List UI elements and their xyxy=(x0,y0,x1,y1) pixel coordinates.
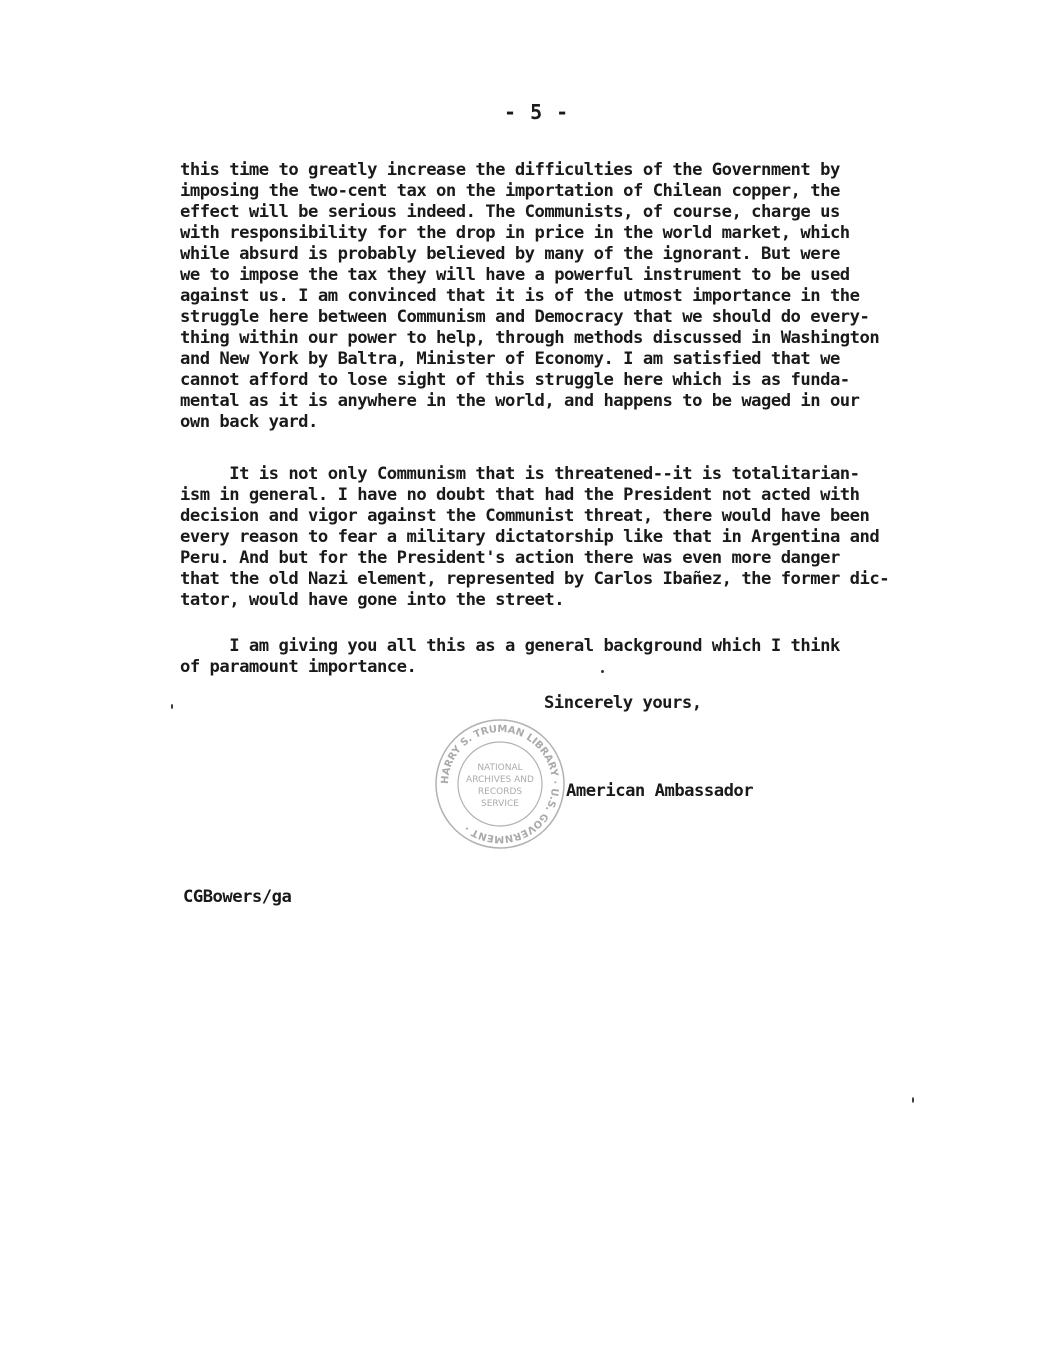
body-line: that the old Nazi element, represented by Carlos Ibañez, the former dic- xyxy=(180,569,890,589)
reference-initials: CGBowers/ga xyxy=(183,887,292,907)
body-line: struggle here between Communism and Democracy that we should do every- xyxy=(180,307,870,327)
signer-title: American Ambassador xyxy=(566,781,754,801)
body-line: imposing the two-cent tax on the importation of Chilean copper, the xyxy=(180,181,840,201)
body-line: this time to greatly increase the difficulties of the Government by xyxy=(180,160,840,180)
page-number: - 5 - xyxy=(504,100,570,124)
body-line: mental as it is anywhere in the world, and happens to be waged in our xyxy=(180,391,860,411)
body-line: It is not only Communism that is threatened--it is totalitarian- xyxy=(180,464,860,484)
body-line: Peru. And but for the President's action there was even more danger xyxy=(180,548,840,568)
body-line: ism in general. I have no doubt that had the President not acted with xyxy=(180,485,860,505)
ink-speck xyxy=(171,704,173,709)
body-line: of paramount importance. xyxy=(180,657,417,677)
stamp-center-line: ARCHIVES AND xyxy=(466,775,534,785)
body-line: own back yard. xyxy=(180,412,318,432)
stamp-center-line: NATIONAL xyxy=(477,763,523,773)
body-line: decision and vigor against the Communist threat, there would have been xyxy=(180,506,870,526)
stamp-center-line: SERVICE xyxy=(481,799,519,809)
stamp-ring-text: HARRY S. TRUMAN LIBRARY · U.S. GOVERNMENT · xyxy=(439,723,561,845)
body-line: and New York by Baltra, Minister of Economy. I am satisfied that we xyxy=(180,349,840,369)
archives-stamp xyxy=(432,716,568,852)
body-line: tator, would have gone into the street. xyxy=(180,590,565,610)
body-line: cannot afford to lose sight of this struggle here which is as funda- xyxy=(180,370,850,390)
body-line: thing within our power to help, through methods discussed in Washington xyxy=(180,328,880,348)
body-line: we to impose the tax they will have a powerful instrument to be used xyxy=(180,265,850,285)
ink-speck xyxy=(912,1097,914,1103)
body-line: effect will be serious indeed. The Communists, of course, charge us xyxy=(180,202,840,222)
ink-speck xyxy=(601,670,604,673)
body-line: I am giving you all this as a general background which I think xyxy=(180,636,840,656)
stamp-center-line: RECORDS xyxy=(477,787,523,797)
body-line: against us. I am convinced that it is of the utmost importance in the xyxy=(180,286,860,306)
closing: Sincerely yours, xyxy=(544,693,702,713)
body-line: every reason to fear a military dictatorship like that in Argentina and xyxy=(180,527,880,547)
body-line: with responsibility for the drop in price in the world market, which xyxy=(180,223,850,243)
body-line: while absurd is probably believed by many of the ignorant. But were xyxy=(180,244,840,264)
